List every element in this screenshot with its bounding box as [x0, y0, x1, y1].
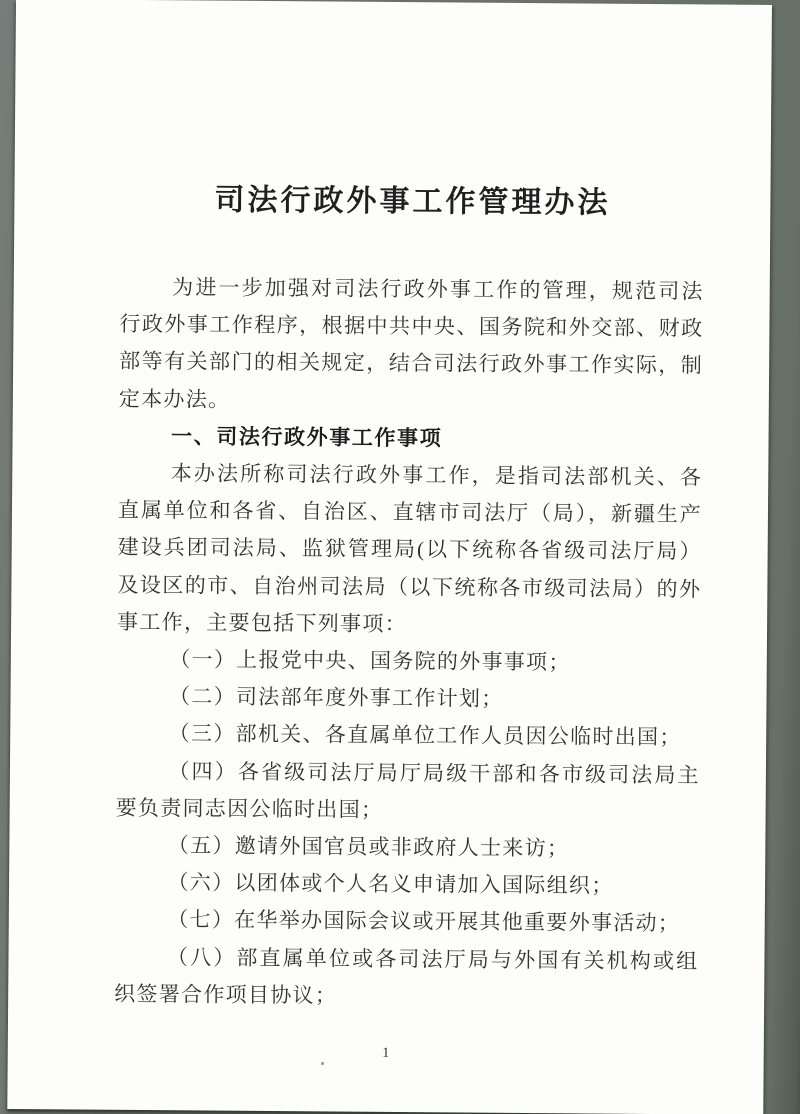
- document-paper: [7, 0, 772, 1114]
- document-paragraph: 本办法所称司法行政外事工作，是指司法部机关、各直属单位和各省、自治区、直辖市司法厅（局），新疆生产建设兵团司法局、监狱管理局(以下统称各省级司法厅局）及设区的市、自治州司法局（以下统称各市级司法局）的外事工作，主要包括下列事项：: [117, 461, 703, 636]
- document-list-item: （二）司法部年度外事工作计划；: [168, 684, 504, 712]
- document-paragraph: 为进一步加强对司法行政外事工作的管理，规范司法行政外事工作程序，根据中共中央、国务院和外交部、财政部等有关部门的相关规定，结合司法行政外事工作实际，制定本办法。: [118, 275, 704, 412]
- scan-speck: [321, 1062, 324, 1065]
- document-list-item: （五）邀请外国官员或非政府人士来访；: [167, 833, 570, 861]
- document-list-item: （三）部机关、各直属单位工作人员因公临时出国；: [168, 721, 682, 750]
- document-list-item: （八）部直属单位或各司法厅局与外国有关机构或组织签署合作项目协议；: [114, 944, 699, 1008]
- document-heading: 一、司法行政外事工作事项: [170, 425, 443, 451]
- document-list-item: （一）上报党中央、国务院的外事事项；: [169, 647, 571, 675]
- document-content: [114, 0, 706, 1017]
- document-list-item: （七）在华举办国际会议或开展其他重要外事活动；: [167, 907, 681, 936]
- document-list-item: （六）以团体或个人名义申请加入国际组织；: [167, 870, 614, 898]
- document-body: [114, 269, 704, 1018]
- page-title: 司法行政外事工作管理办法: [214, 183, 611, 220]
- page-number: 1: [382, 1045, 390, 1061]
- document-list-item: （四）各省级司法厅局厅局级干部和各市级司法局主要负责同志因公临时出国；: [115, 758, 701, 822]
